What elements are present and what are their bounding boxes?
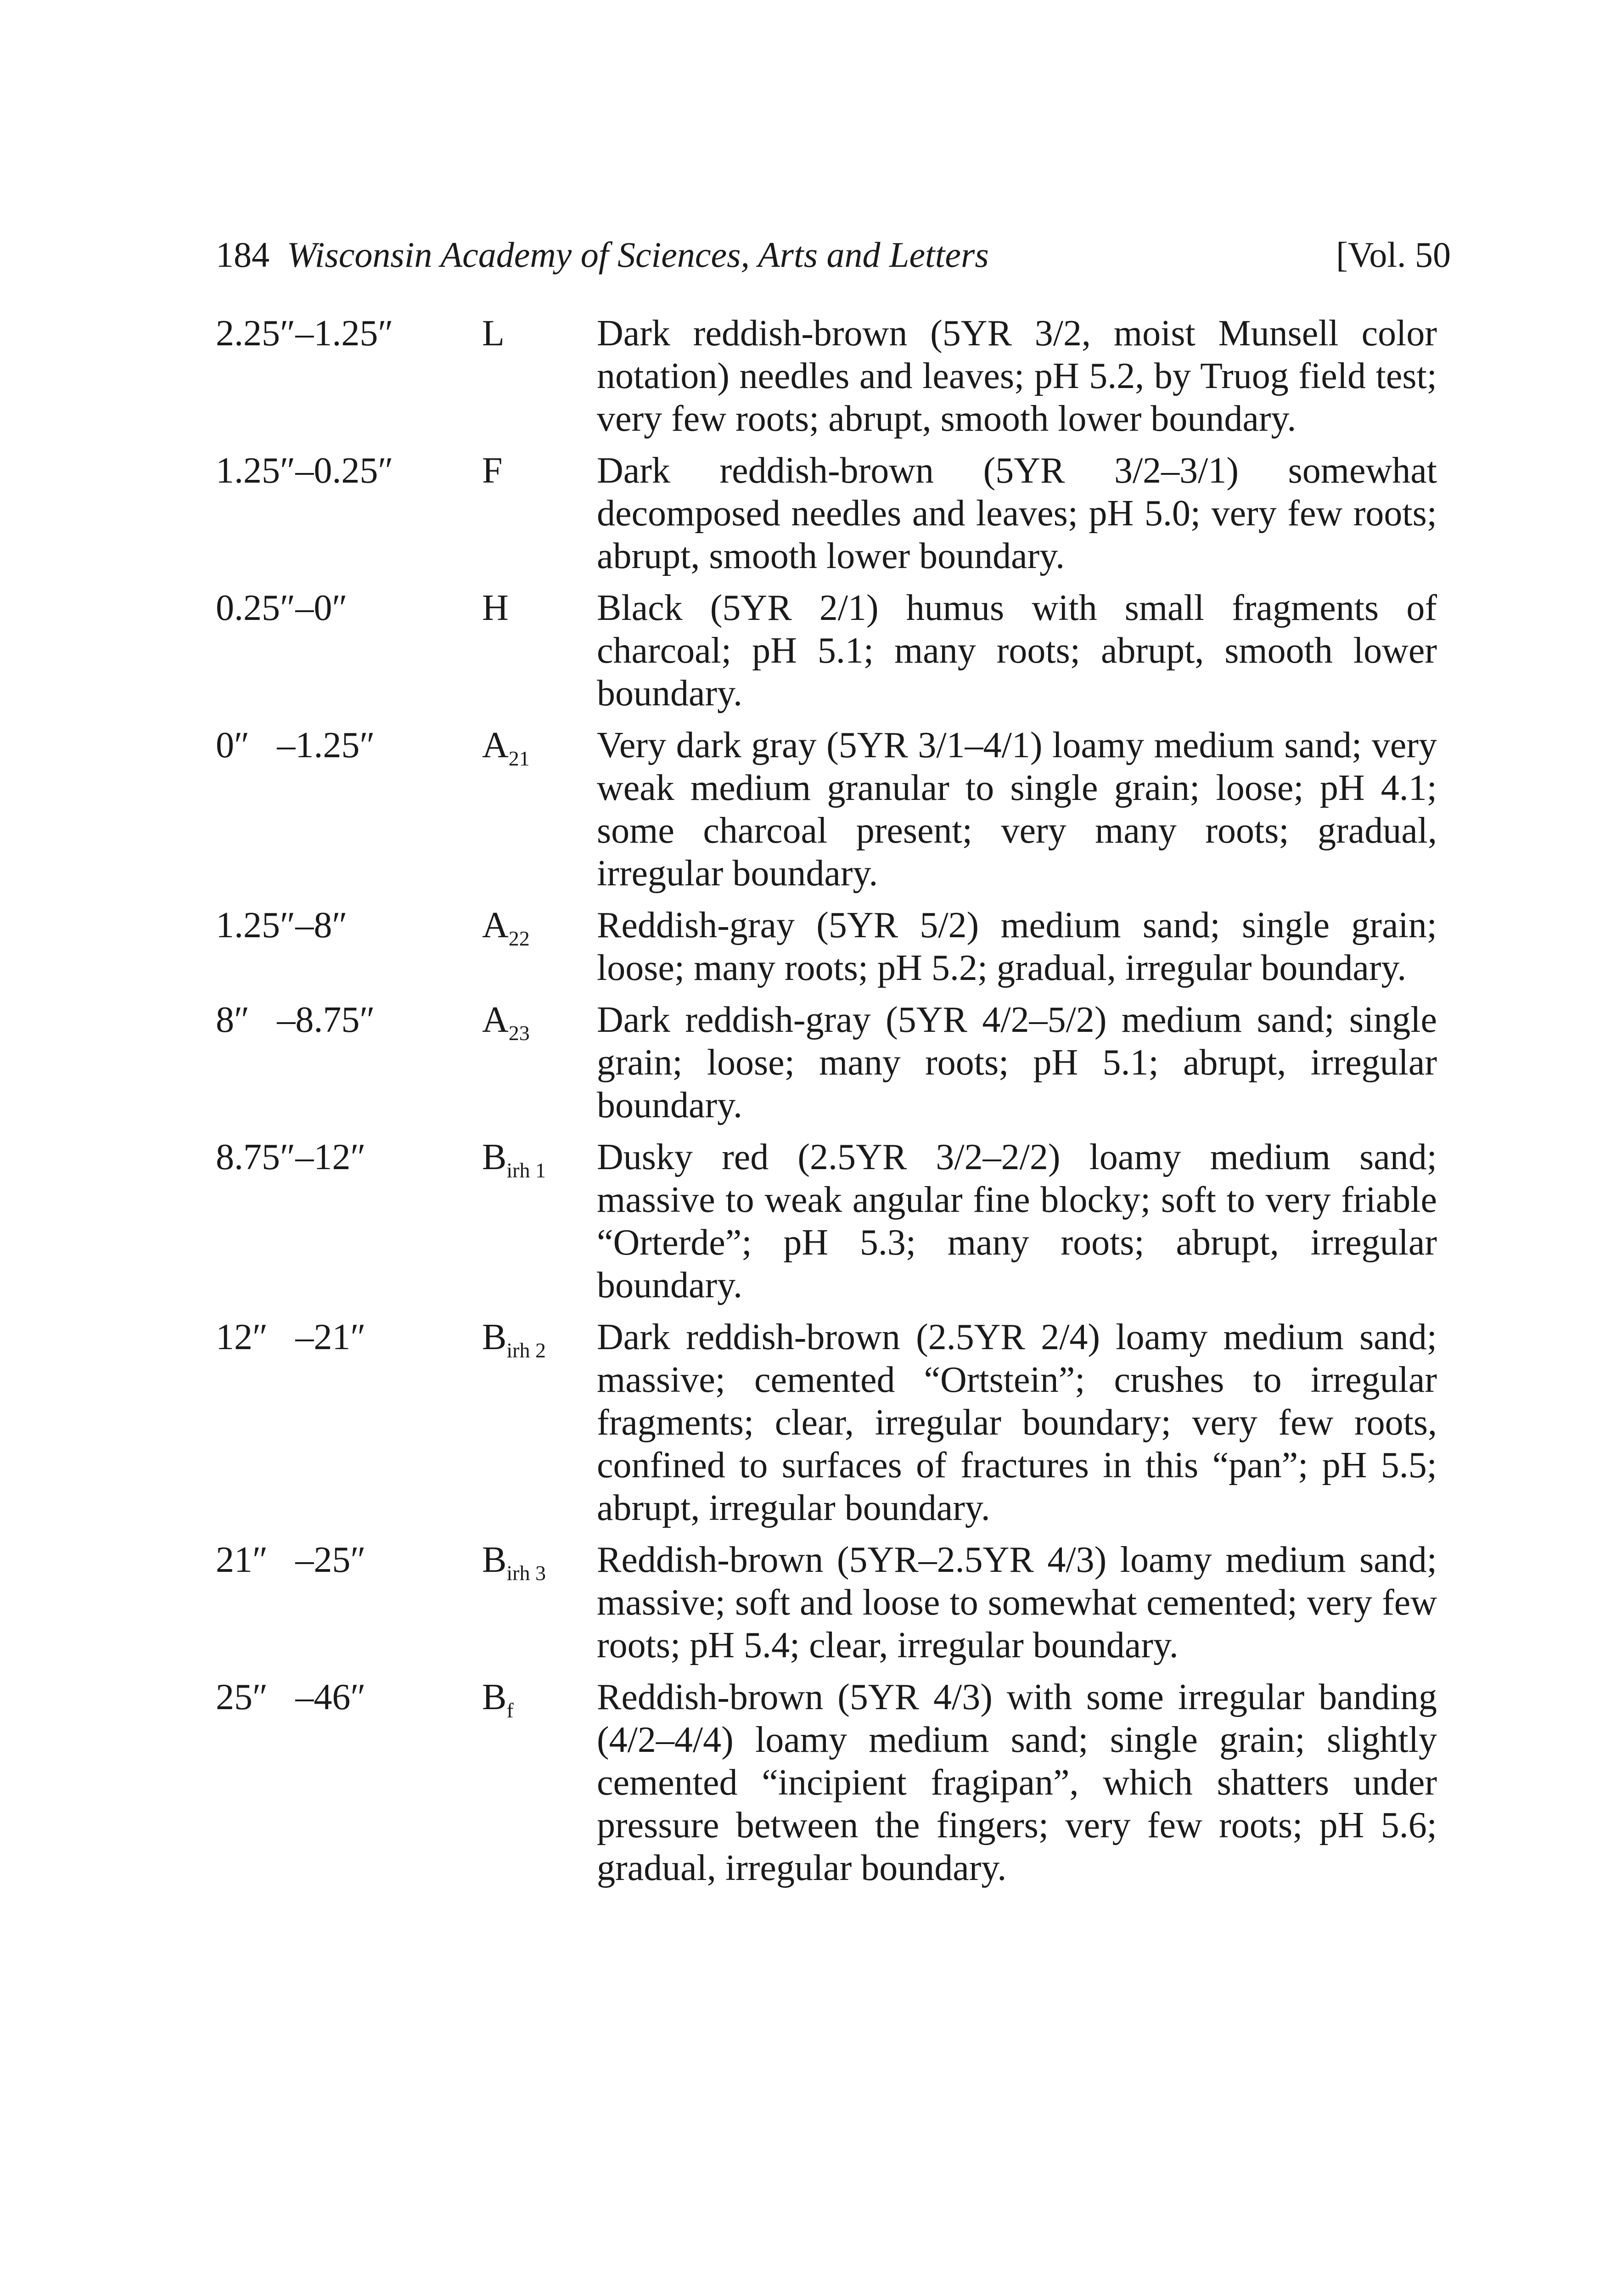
horizon-subscript: 21 [508,747,530,770]
horizon-letter: B [482,1677,507,1717]
running-header [216,230,1451,280]
horizon-subscript: 22 [508,927,530,950]
horizon-entry [216,1136,1437,1307]
horizon-designation [482,1539,597,1585]
horizon-depth: 0″ –1.25″ [216,725,375,765]
horizon-description: Dark reddish-gray (5YR 4/2–5/2) medium sand; single grain; loose; many roots; pH 5.1; abrupt, irregular boundary. [597,1000,1437,1125]
horizon-depth: 1.25″–8″ [216,905,348,945]
horizon-subscript: irh 1 [506,1159,546,1182]
horizon-depth: 8″ –8.75″ [216,1000,375,1040]
horizon-letter: B [482,1540,507,1580]
horizon-letter: B [482,1317,507,1357]
horizon-entry [216,904,1437,990]
horizon-description: Dark reddish-brown (5YR 3/2, moist Munsell color notation) needles and leaves; pH 5.2, by Truog field test; very few roots; abrupt, smooth lower boundary. [597,313,1437,439]
horizon-depth: 25″ –46″ [216,1677,366,1717]
horizon-entry [216,999,1437,1127]
horizon-depth: 0.25″–0″ [216,588,348,628]
horizon-designation [482,1316,597,1362]
horizon-description: Dark reddish-brown (5YR 3/2–3/1) somewhat decomposed needles and leaves; pH 5.0; very few roots; abrupt, smooth lower boundary. [597,450,1437,576]
horizon-description: Black (5YR 2/1) humus with small fragments of charcoal; pH 5.1; many roots; abrupt, smooth lower boundary. [597,588,1437,714]
horizon-description: Very dark gray (5YR 3/1–4/1) loamy medium sand; very weak medium granular to single grain; loose; pH 4.1; some charcoal present; very many roots; gradual, irregular boundary. [597,725,1437,894]
horizon-depth: 8.75″–12″ [216,1137,366,1177]
horizon-designation [482,999,597,1045]
horizon-letter: H [482,588,509,628]
horizon-entry [216,1316,1437,1530]
horizon-entry [216,1539,1437,1667]
horizon-entry [216,724,1437,895]
horizon-designation [482,1136,597,1182]
horizon-designation [482,587,597,630]
horizon-designation [482,450,597,492]
horizon-description: Dark reddish-brown (2.5YR 2/4) loamy medium sand; massive; cemented “Ortstein”; crushes to irregular fragments; clear, irregular boundary; very few roots, confined to surfaces of fractures in this “pan”; pH 5.5; abrupt, irregular boundary. [597,1317,1437,1528]
horizon-designation [482,312,597,355]
horizon-subscript: irh 2 [506,1339,546,1362]
horizon-letter: A [482,725,509,765]
page-number: 184 [216,235,269,275]
horizon-subscript: irh 3 [506,1561,546,1585]
horizon-description: Dusky red (2.5YR 3/2–2/2) loamy medium sand; massive to weak angular fine blocky; soft to very friable “Orterde”; pH 5.3; many roots; abrupt, irregular boundary. [597,1137,1437,1306]
horizon-designation [482,904,597,950]
volume-label: [Vol. 50 [1336,235,1451,275]
horizon-depth: 12″ –21″ [216,1317,366,1357]
journal-title: Wisconsin Academy of Sciences, Arts and Letters [287,235,989,275]
horizon-entry [216,312,1437,440]
horizon-letter: F [482,450,503,491]
horizon-depth: 2.25″–1.25″ [216,313,393,354]
horizon-subscript: f [506,1699,514,1722]
soil-profile-description [216,312,1437,1899]
horizon-entry [216,587,1437,715]
horizon-entry [216,1676,1437,1890]
horizon-letter: B [482,1137,507,1177]
horizon-letter: A [482,905,509,945]
horizon-entry [216,450,1437,578]
horizon-designation [482,724,597,770]
horizon-description: Reddish-brown (5YR 4/3) with some irregular banding (4/2–4/4) loamy medium sand; single grain; slightly cemented “incipient fragipan”, which shatters under pressure between the fingers; very few roots; pH 5.6; gradual, irregular boundary. [597,1677,1437,1888]
horizon-description: Reddish-gray (5YR 5/2) medium sand; single grain; loose; many roots; pH 5.2; gradual, irregular boundary. [597,905,1437,988]
horizon-depth: 1.25″–0.25″ [216,450,393,491]
horizon-designation [482,1676,597,1722]
horizon-subscript: 23 [508,1021,530,1045]
horizon-letter: L [482,313,505,354]
horizon-description: Reddish-brown (5YR–2.5YR 4/3) loamy medium sand; massive; soft and loose to somewhat cemented; very few roots; pH 5.4; clear, irregular boundary. [597,1540,1437,1666]
horizon-depth: 21″ –25″ [216,1540,366,1580]
horizon-letter: A [482,1000,509,1040]
